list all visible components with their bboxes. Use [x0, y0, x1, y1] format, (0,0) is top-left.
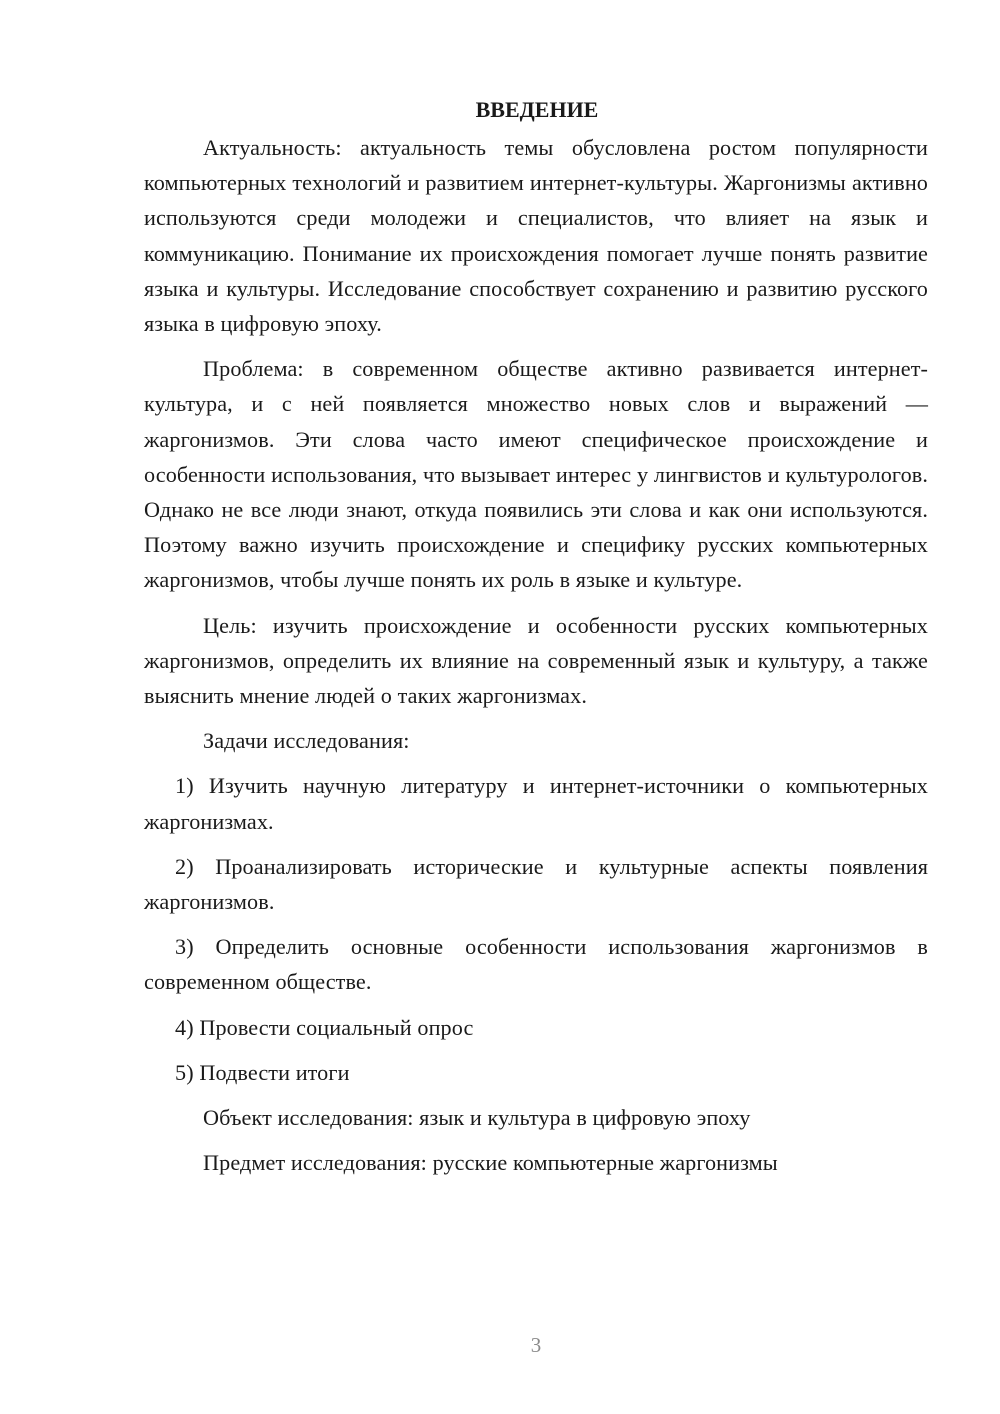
relevance-paragraph: Актуальность: актуальность темы обусловлена ростом популярности компьютерных технологий и развитием интернет-культуры. Жаргонизмы активно используются среди молодежи и специалистов, что влияет на язык и коммуникацию. Понимание их происхождения помогает лучше понять развитие языка и культуры. Исследование способствует сохранению и развитию русского языка в цифровую эпоху. — [144, 135, 928, 337]
task-item: 1) Изучить научную литературу и интернет-источники о компьютерных жаргонизмах. — [144, 773, 928, 834]
problem-paragraph: Проблема: в современном обществе активно развивается интернет-культура, и с ней появляется множество новых слов и выражений — жаргонизмов. Эти слова часто имеют специфическое происхождение и особенности использования, что вызывает интерес у лингвистов и культурологов. Однако не все люди знают, откуда появились эти слова и как они используются. Поэтому важно изучить происхождение и специфику русских компьютерных жаргонизмов, чтобы лучше понять их роль в языке и культуре. — [144, 356, 928, 593]
tasks-list — [144, 768, 928, 1090]
research-object: Объект исследования: язык и культура в цифровую эпоху — [203, 1105, 751, 1131]
goal-paragraph: Цель: изучить происхождение и особенности русских компьютерных жаргонизмов, определить их влияние на современный язык и культуру, а также выяснить мнение людей о таких жаргонизмах. — [144, 612, 928, 709]
section-heading: ВВЕДЕНИЕ — [475, 97, 599, 122]
document-page — [144, 92, 928, 1190]
page-number: 3 — [530, 1333, 542, 1357]
task-item: 2) Проанализировать исторические и культурные аспекты появления жаргонизмов. — [144, 853, 928, 915]
task-item: 5) Подвести итоги — [175, 1059, 350, 1085]
tasks-heading: Задачи исследования: — [203, 728, 410, 754]
task-item: 4) Провести социальный опрос — [175, 1014, 474, 1040]
task-item: 3) Определить основные особенности использования жаргонизмов в современном обществе. — [144, 934, 928, 995]
research-subject: Предмет исследования: русские компьютерные жаргонизмы — [203, 1150, 778, 1176]
